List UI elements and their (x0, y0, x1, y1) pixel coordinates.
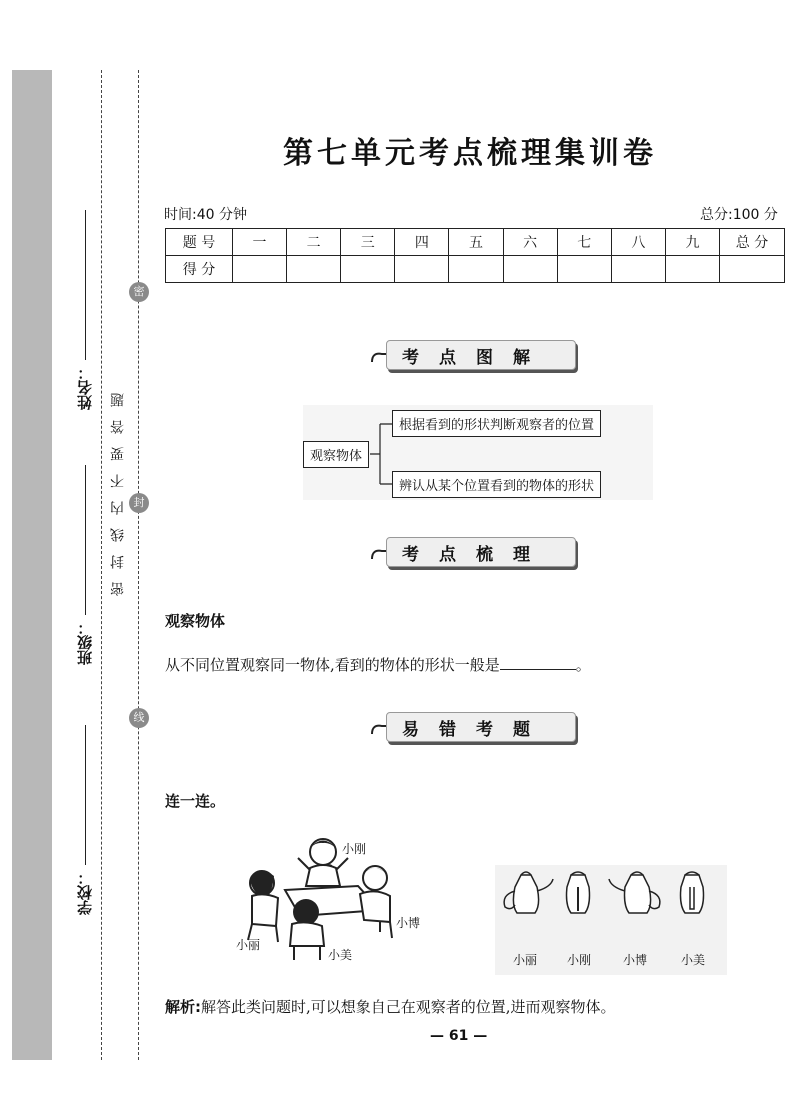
banner-diagram (368, 338, 588, 374)
score-col: 一 (233, 229, 287, 256)
banner-summary-text: 考点梳理 (402, 545, 550, 565)
analysis-text: 解答此类问题时,可以想象自己在观察者的位置,进而观察物体。 (201, 998, 616, 1016)
score-col: 二 (287, 229, 341, 256)
score-cell[interactable] (503, 256, 557, 283)
score-cell[interactable] (341, 256, 395, 283)
view-label: 小丽 (513, 953, 538, 967)
score-col: 九 (665, 229, 719, 256)
view-label: 小刚 (567, 953, 592, 967)
score-col: 三 (341, 229, 395, 256)
score-cell[interactable] (233, 256, 287, 283)
map-brace (370, 418, 396, 488)
dashed-cut-line (101, 70, 102, 1060)
score-total-col: 总 分 (720, 229, 785, 256)
teapot-shapes (495, 865, 727, 935)
score-cell[interactable] (287, 256, 341, 283)
teapot-right-icon (609, 872, 660, 913)
banner-diagram-text: 考点图解 (402, 348, 550, 368)
banner-mistakes-text: 易错考题 (402, 720, 550, 740)
score-cell[interactable] (611, 256, 665, 283)
score-cell[interactable] (720, 256, 785, 283)
score-col: 五 (449, 229, 503, 256)
kid-label: 小刚 (342, 842, 367, 856)
kid-label: 小美 (328, 948, 353, 962)
score-cell[interactable] (395, 256, 449, 283)
banner-mistakes (368, 710, 588, 746)
score-col: 六 (503, 229, 557, 256)
name-label: 姓名： (76, 365, 94, 410)
score-row-label: 得 分 (166, 256, 233, 283)
kid-label: 小丽 (236, 938, 261, 952)
map-root: 观察物体 (303, 441, 369, 468)
total-score: 总分:100 分 (700, 207, 778, 223)
page-number: — 61 — (430, 1028, 488, 1044)
map-branch-2: 辨认从某个位置看到的物体的形状 (392, 471, 601, 498)
analysis (165, 996, 616, 1017)
school-line (85, 725, 86, 865)
score-cell[interactable] (557, 256, 611, 283)
score-col: 四 (395, 229, 449, 256)
answer-blank[interactable] (500, 669, 576, 670)
score-cell[interactable] (449, 256, 503, 283)
name-line (85, 210, 86, 360)
seal-feng: 封 (129, 493, 149, 513)
dashed-seal-line (138, 70, 139, 1060)
map-branch-1: 根据看到的形状判断观察者的位置 (392, 410, 601, 437)
class-label: 班级： (76, 620, 94, 665)
view-label: 小博 (623, 953, 648, 967)
binding-margin (12, 70, 52, 1060)
seal-xian: 线 (129, 708, 149, 728)
teapot-back-icon (681, 872, 704, 913)
summary-sentence: 从不同位置观察同一物体,看到的物体的形状一般是 。 (165, 656, 591, 674)
score-row-label: 题 号 (166, 229, 233, 256)
view-label: 小美 (681, 953, 706, 967)
score-cell[interactable] (665, 256, 719, 283)
score-table (165, 228, 785, 283)
seal-mi: 密 (129, 282, 149, 302)
exercise-heading: 连一连。 (165, 792, 226, 810)
summary-heading: 观察物体 (165, 612, 226, 630)
time-limit: 时间:40 分钟 (164, 207, 247, 223)
score-col: 八 (611, 229, 665, 256)
class-line (85, 465, 86, 615)
kids-illustration (230, 828, 420, 968)
analysis-label: 解析: (165, 998, 201, 1016)
teapot-front-icon (567, 872, 590, 913)
school-label: 学校： (76, 870, 94, 915)
page-title: 第七单元考点梳理集训卷 (283, 136, 657, 171)
score-col: 七 (557, 229, 611, 256)
banner-summary (368, 535, 588, 571)
teapot-views (495, 865, 727, 975)
seal-notice: 密封线内不要答题 (110, 380, 126, 596)
teapot-left-icon (504, 872, 553, 913)
kid-label: 小博 (396, 916, 421, 930)
